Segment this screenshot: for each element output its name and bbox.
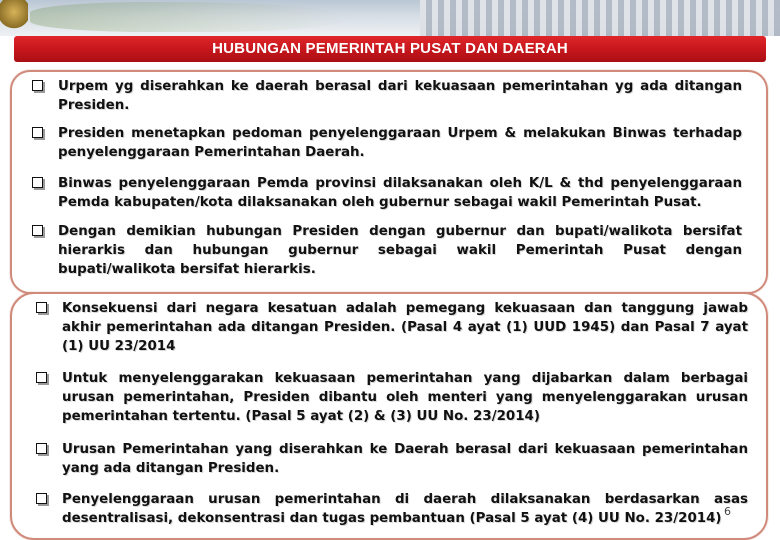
list-item: [36, 299, 748, 356]
list-item-text: Urpem yg diserahkan ke daerah berasal dari kekuasaan pemerintahan yg ada ditangan Presiden.: [58, 79, 742, 113]
list-item-text: Untuk menyelenggarakan kekuasaan pemerintahan yang dijabarkan dalam berbagai urusan pemerintahan, Presiden dibantu oleh menteri yang menyelenggarakan urusan pemerintahan tertentu. (Pasal 5 ayat (2) & (3) UU No. 23/2014): [62, 371, 748, 424]
checkbox-bullet-icon: [36, 372, 47, 383]
header-banner: [0, 0, 780, 36]
list-item-text: Penyelenggaraan urusan pemerintahan di daerah dilaksanakan berdasarkan asas desentralisasi, dekonsentrasi dan tugas pembantuan (Pasal 5 ayat (4) UU No. 23/2014): [62, 492, 748, 526]
list-item: [32, 124, 742, 162]
list-item: [32, 222, 742, 279]
list-item-text: Dengan demikian hubungan Presiden dengan gubernur dan bupati/walikota bersifat hierarkis dan hubungan gubernur sebagai wakil Pemerintah Pusat dengan bupati/walikota bersifat hierarkis.: [58, 224, 742, 277]
list-item: [32, 77, 742, 115]
checkbox-bullet-icon: [32, 177, 43, 188]
checkbox-bullet-icon: [32, 80, 43, 91]
list-item: [36, 490, 748, 528]
checkbox-bullet-icon: [32, 127, 43, 138]
coat-of-arms-icon: [0, 0, 28, 30]
building-illustration: [420, 0, 780, 36]
checkbox-bullet-icon: [36, 493, 47, 504]
page-number: 6: [724, 505, 731, 518]
list-item-text: Urusan Pemerintahan yang diserahkan ke Daerah berasal dari kekuasaan pemerintahan yang ada ditangan Presiden.: [62, 442, 748, 476]
list-item-text: Binwas penyelenggaraan Pemda provinsi dilaksanakan oleh K/L & thd penyelenggaraan Pemda kabupaten/kota dilaksanakan oleh gubernur sebagai wakil Pemerintah Pusat.: [58, 176, 742, 210]
list-item: [32, 174, 742, 212]
checkbox-bullet-icon: [32, 225, 43, 236]
page-title: HUBUNGAN PEMERINTAH PUSAT DAN DAERAH: [14, 36, 766, 62]
checkbox-bullet-icon: [36, 443, 47, 454]
checkbox-bullet-icon: [36, 302, 47, 313]
list-item: [36, 440, 748, 478]
list-item-text: Konsekuensi dari negara kesatuan adalah pemegang kekuasaan dan tanggung jawab akhir pemerintahan ada ditangan Presiden. (Pasal 4 ayat (1) UUD 1945) dan Pasal 7 ayat (1) UU 23/2014: [62, 301, 748, 354]
map-illustration: [30, 2, 350, 32]
list-item-text: Presiden menetapkan pedoman penyelenggaraan Urpem & melakukan Binwas terhadap penyelenggaraan Pemerintahan Daerah.: [58, 126, 742, 160]
list-item: [36, 369, 748, 426]
